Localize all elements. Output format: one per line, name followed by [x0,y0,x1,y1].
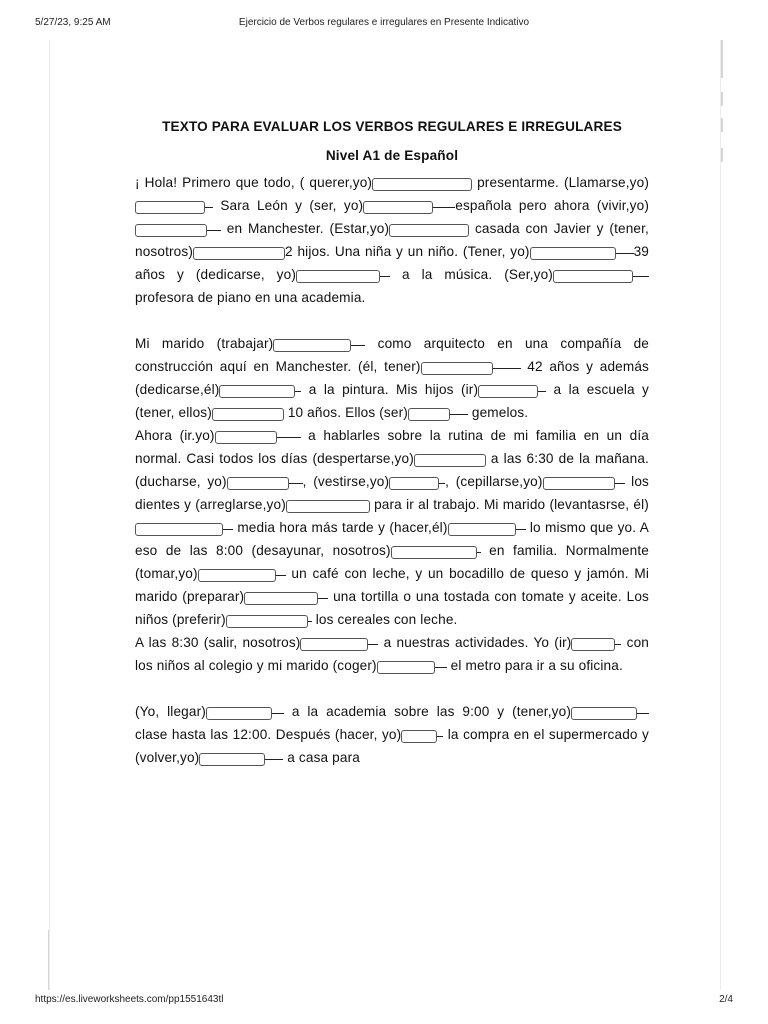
answer-input[interactable] [226,615,308,628]
underline [435,667,447,668]
text-segment: 10 años. Ellos (ser) [283,405,408,420]
underline [637,713,649,714]
text-segment: 42 años y además (dedicarse,él) [135,359,649,397]
answer-input[interactable] [363,201,433,214]
text-segment: , (vestirse,yo) [302,474,390,489]
answer-input[interactable] [212,408,284,421]
worksheet-text [135,115,649,769]
print-url: https://es.liveworksheets.com/pp1551643tl [35,994,224,1005]
answer-input[interactable] [300,638,368,651]
answer-input[interactable] [135,201,205,214]
text-segment: a la pintura. Mis hijos (ir) [301,382,479,397]
answer-input[interactable] [227,477,289,490]
answer-input[interactable] [391,546,477,559]
text-segment: a nuestras actividades. Yo (ir) [378,635,572,650]
text-segment: a la música. (Ser,yo) [390,267,553,282]
text-segment: casada con Javier y (tener, nosotros) [135,221,649,259]
text-segment: los cereales con leche. [311,612,458,627]
paragraph-routine [135,424,649,631]
answer-input[interactable] [571,638,615,651]
answer-input[interactable] [199,753,265,766]
underline [276,575,286,576]
text-segment: en familia. Normalmente (tomar,yo) [135,543,649,581]
text-segment: Ahora (ir.yo) [135,428,215,443]
text-segment: A las 8:30 (salir, nosotros) [135,635,301,650]
underline [272,713,284,714]
print-date: 5/27/23, 9:25 AM [35,17,111,28]
answer-input[interactable] [286,500,370,513]
underline [277,437,301,438]
scan-edge-mark [720,118,723,132]
underline [289,483,303,484]
answer-input[interactable] [219,385,295,398]
underline [516,529,526,530]
answer-input[interactable] [215,431,277,444]
underline [265,759,283,760]
text-segment: española pero ahora (vivir,yo) [455,198,649,213]
underline [538,391,546,392]
scan-edge-mark [720,40,723,78]
underline [615,483,625,484]
answer-input[interactable] [408,408,450,421]
underline [318,598,328,599]
text-segment: los dientes y (arreglarse,yo) [135,474,649,512]
answer-input[interactable] [273,339,351,352]
text-segment: en Manchester. (Estar,yo) [221,221,390,236]
underline [493,368,521,369]
underline [207,230,221,231]
answer-input[interactable] [193,247,285,260]
answer-input[interactable] [135,523,223,536]
text-segment: un café con leche, y un bocadillo de queso y jamón. Mi marido (preparar) [135,566,649,604]
answer-input[interactable] [135,224,207,237]
text-segment: a la academia sobre las 9:00 y (tener,yo) [283,704,571,719]
text-segment: profesora de piano en una academia. [135,290,366,305]
text-segment: lo mismo que yo. A eso de las 8:00 (desayunar, nosotros) [135,520,649,558]
text-segment: clase hasta las 12:00. Después (hacer, yo) [135,727,402,742]
answer-input[interactable] [372,178,472,191]
answer-input[interactable] [571,707,637,720]
underline [433,207,455,208]
answer-input[interactable] [414,454,486,467]
underline [633,276,649,277]
text-segment: a las 6:30 de la mañana. (ducharse, yo) [135,451,649,489]
underline [616,253,634,254]
answer-input[interactable] [206,707,272,720]
answer-input[interactable] [296,270,380,283]
worksheet-title: TEXTO PARA EVALUAR LOS VERBOS REGULARES E IRREGULARES [162,119,622,134]
underline [205,207,213,208]
print-page-number: 2/4 [719,994,733,1005]
answer-input[interactable] [543,477,615,490]
underline [368,644,378,645]
text-segment: ¡ Hola! Primero que todo, ( querer,yo) [135,175,373,190]
text-segment: a la escuela y (tener, ellos) [135,382,649,420]
answer-input[interactable] [389,224,469,237]
text-segment: media hora más tarde y (hacer,él) [233,520,448,535]
answer-input[interactable] [421,362,493,375]
answer-input[interactable] [377,661,435,674]
underline [380,276,390,277]
paragraph-academy [135,700,649,769]
browser-print-header [0,0,768,40]
text-segment: con los niños al colegio y mi marido (coger) [135,635,649,673]
answer-input[interactable] [389,477,439,490]
answer-input[interactable] [553,270,633,283]
text-segment: una tortilla o una tostada con tomate y aceite. Los niños (preferir) [135,589,649,627]
text-segment: a casa para [283,750,360,765]
answer-input[interactable] [448,523,516,536]
paragraph-morning [135,631,649,677]
text-segment: Mi marido (trabajar) [135,336,274,351]
text-segment: Sara León y (ser, yo) [213,198,364,213]
text-segment: (Yo, llegar) [135,704,206,719]
text-segment: el metro para ir a su oficina. [446,658,623,673]
underline [351,345,365,346]
text-segment: la compra en el supermercado y (volver,yo) [135,727,650,765]
scan-edge-mark [720,148,723,162]
answer-input[interactable] [401,730,437,743]
print-page-title: Ejercicio de Verbos regulares e irregulares en Presente Indicativo [238,17,530,28]
text-segment: , (cepillarse,yo) [445,474,543,489]
answer-input[interactable] [478,385,538,398]
text-segment: a hablarles sobre la rutina de mi familia en un día normal. Casi todos los días (despertarse,yo) [135,428,649,466]
underline [223,529,233,530]
answer-input[interactable] [244,592,318,605]
paragraph-family [135,332,649,424]
answer-input[interactable] [198,569,276,582]
answer-input[interactable] [530,247,616,260]
text-segment: presentarme. (Llamarse,yo) [472,175,649,190]
text-segment: 39 años y (dedicarse, yo) [135,244,649,282]
underline [450,414,468,415]
worksheet-level: Nivel A1 de Español [325,148,459,163]
paragraph-intro [135,171,649,309]
scan-edge-mark [720,92,723,106]
text-segment: como arquitecto en una compañía de construcción aquí en Manchester. (él, tener) [135,336,649,374]
text-segment: 2 hijos. Una niña y un niño. (Tener, yo) [285,244,530,259]
browser-print-footer [0,994,768,1024]
text-segment: gemelos. [467,405,529,420]
text-segment: para ir al trabajo. Mi marido (levantasrse, él) [369,497,649,512]
